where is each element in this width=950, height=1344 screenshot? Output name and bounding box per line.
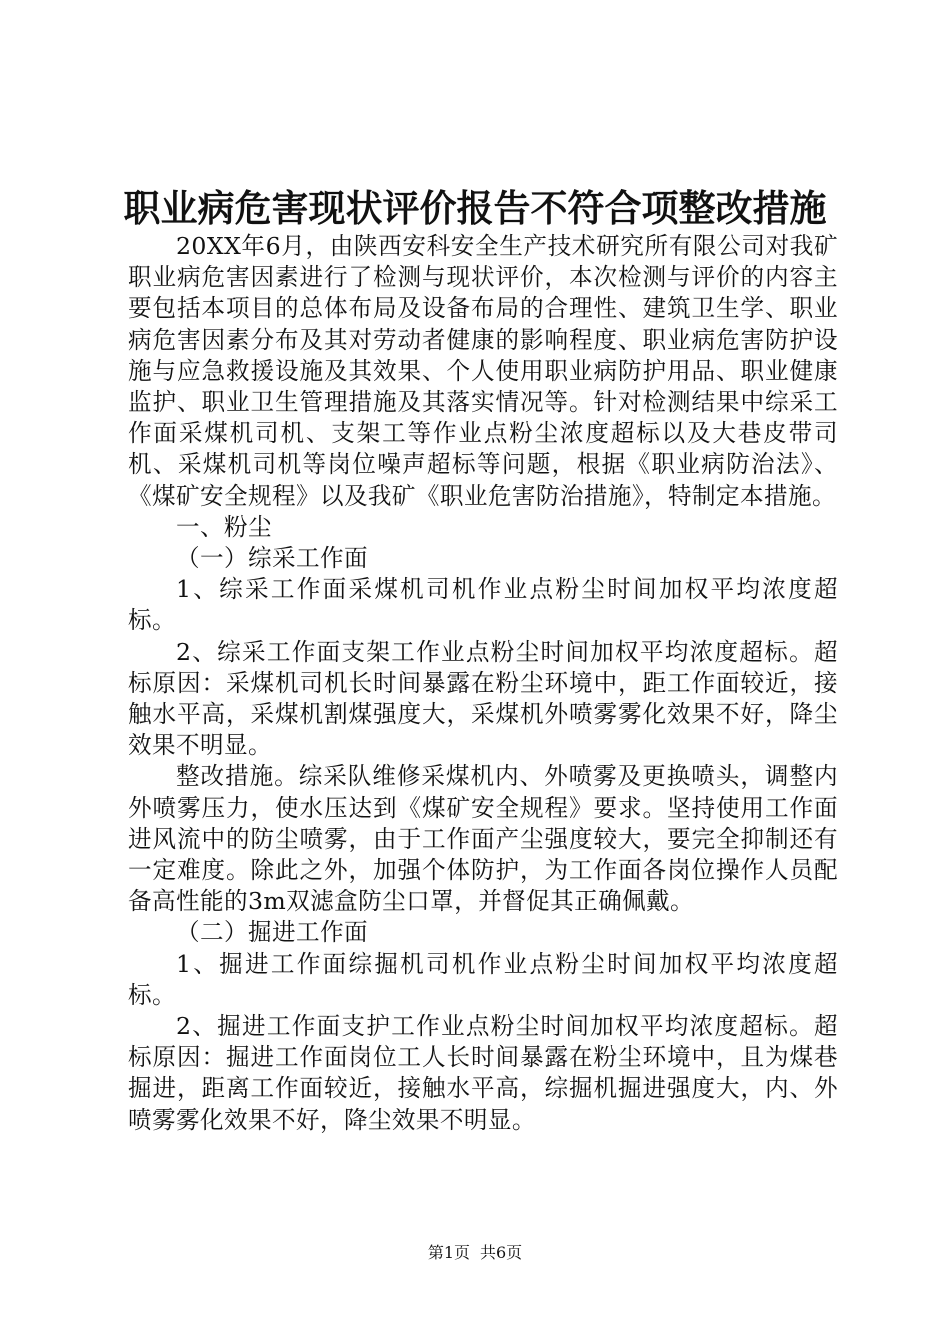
subsection-heading-fully-mechanized-face: （一）综采工作面 [176,544,368,573]
page-footer [0,1242,950,1264]
document-title: 职业病危害现状评价报告不符合项整改措施 [123,186,827,230]
item-paragraph: 1、综采工作面采煤机司机作业点粉尘时间加权平均浓度超标。 [128,575,838,635]
page-total: 共6页 [480,1243,523,1262]
document-body [128,231,838,1136]
item-paragraph: 2、综采工作面支架工作业点粉尘时间加权平均浓度超标。超标原因：采煤机司机长时间暴露在粉尘环境中，距工作面较近，接触水平高，采煤机割煤强度大，采煤机外喷雾雾化效果不好，降尘效果不明显。 [128,637,838,760]
item-paragraph: 2、掘进工作面支护工作业点粉尘时间加权平均浓度超标。超标原因：掘进工作面岗位工人长时间暴露在粉尘环境中，且为煤巷掘进，距离工作面较近，接触水平高，综掘机掘进强度大，内、外喷雾雾化效果不好，降尘效果不明显。 [128,1012,838,1134]
subsection-heading-tunneling-face: （二）掘进工作面 [176,918,368,947]
intro-paragraph: 20XX年6月，由陕西安科安全生产技术研究所有限公司对我矿职业病危害因素进行了检测与现状评价，本次检测与评价的内容主要包括本项目的总体布局及设备布局的合理性、建筑卫生学、职业病危害因素分布及其对劳动者健康的影响程度、职业病危害防护设施与应急救援设施及其效果、个人使用职业病防护用品、职业健康监护、职业卫生管理措施及其落实情况等。针对检测结果中综采工作面采煤机司机、支架工等作业点粉尘浓度超标以及大巷皮带司机、采煤机司机等岗位噪声超标等问题，根据《职业病防治法》、《煤矿安全规程》以及我矿《职业危害防治措施》，特制定本措施。 [128,232,838,510]
page-number: 第1页 [427,1243,470,1262]
item-paragraph: 1、掘进工作面综掘机司机作业点粉尘时间加权平均浓度超标。 [128,949,838,1009]
rectification-paragraph: 整改措施。综采队维修采煤机内、外喷雾及更换喷头，调整内外喷雾压力，使水压达到《煤矿安全规程》要求。坚持使用工作面进风流中的防尘喷雾，由于工作面产尘强度较大，要完全抑制还有一定难度。除此之外，加强个体防护，为工作面各岗位操作人员配备高性能的3m双滤盒防尘口罩，并督促其正确佩戴。 [128,762,838,916]
section-heading-dust: 一、粉尘 [176,512,272,541]
